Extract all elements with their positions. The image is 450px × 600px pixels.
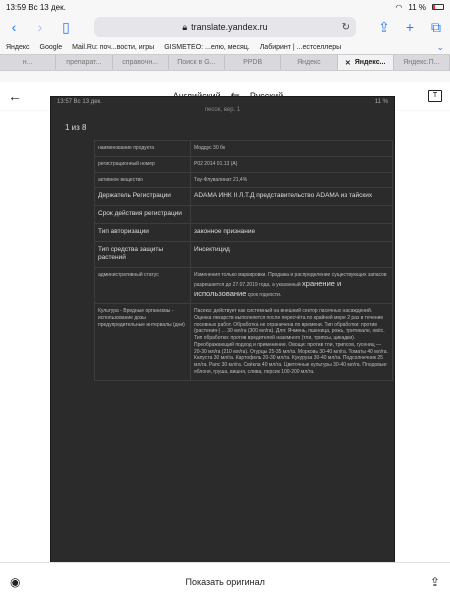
table-row: Тип средства защиты растений Инсектицид: [95, 241, 393, 268]
chevron-down-icon[interactable]: ⌄: [436, 41, 444, 52]
browser-tab[interactable]: препарат...: [56, 55, 112, 70]
translated-image-area: [0, 99, 450, 562]
address-bar[interactable]: [94, 17, 356, 37]
bookmarks-bar: [0, 40, 450, 54]
bookmark-item[interactable]: Google: [39, 43, 63, 51]
bookmark-item[interactable]: Mail.Ru: поч...вости, игры: [72, 43, 155, 51]
browser-tab[interactable]: PPDB: [225, 55, 281, 70]
product-table: [94, 140, 393, 381]
browser-tab[interactable]: Яндекс.П...: [394, 55, 450, 70]
share-icon[interactable]: ⇪: [378, 18, 390, 35]
battery-icon: [432, 4, 444, 10]
embedded-doc-title: песок, вер. 1: [204, 107, 241, 113]
table-row: Культура - Вредные организмы - использование дозы предупредительные интервалы (дни) Пасека: действует как системный на внешний сектор пасечных насаждений. Оценка лекарств выполняется после пересчёта по крайней мере 2 раз в течение посевных работ. Обработка не ограничена по времени. Тип обработки: против (растения-) ... 30 мл/га (300 мл/га). Для: Ячмень, пшеница, рожь, тритикале, овёс. Тип обработки: против вредителей наземного (тли, трипсы, цикадки). Преображающий подход и применение. Овощи: против тли, трипсов, гусениц — 20-30 мл/га (210 мл/га). Огурцы 25-35 мл/га. Морковь 30-40 мл/га. Томаты 40 мл/га. Капуста 30 мл/га. Картофель 20-30 мл/га. Кукуруза 30-40 мл/га. Подсолнечник 25 мл/га. Рапс 30 мл/га. Свёкла 40 мл/га. Цветочные культуры 30-40 мл/га. Плодовые: яблоня, груша, вишня, слива, персик 100-200 мл/га.: [95, 304, 393, 381]
table-row: административный статус Изменения только маркировки. Продажа и распределение существующих запасов разрешается до 27.07.2019 года, а указанный хранение и использование срок годности.: [95, 268, 393, 304]
tab-label: Яндекс...: [354, 59, 386, 66]
back-arrow-icon[interactable]: ←: [8, 88, 22, 104]
back-button[interactable]: ‹: [11, 19, 17, 35]
table-row: наименование продукта Моддус 30 бк: [95, 141, 393, 157]
table-row: Держатель Регистрации ADAMA ИНК II Л.Т.Д представительство ADAMA из тайских: [95, 188, 393, 206]
browser-tab[interactable]: справочн...: [113, 55, 169, 70]
new-tab-button[interactable]: +: [405, 19, 415, 35]
page-counter: 1 из 8: [65, 123, 87, 132]
share-icon[interactable]: ⇪: [429, 574, 440, 589]
browser-toolbar: [0, 14, 450, 40]
browser-tab[interactable]: н...: [0, 55, 56, 70]
table-row: регистрационный номер Р02 2014 01.13 (А): [95, 156, 393, 172]
status-time-date: 13:59 Вс 13 дек.: [6, 2, 66, 12]
embedded-status-bar: 13:57 Вс 13 дек. 11 %: [57, 99, 388, 105]
text-translate-icon[interactable]: T: [428, 90, 442, 102]
bookmarks-icon[interactable]: ▯: [62, 18, 70, 35]
table-row: активное вещество Тау-Флувалинат 21,4%: [95, 172, 393, 188]
table-row: Тип авторизации законное признание: [95, 223, 393, 241]
tab-strip: [0, 54, 450, 71]
bookmark-item[interactable]: Яндекс: [6, 43, 30, 51]
forward-button[interactable]: ›: [37, 19, 43, 35]
tabs-overview-icon[interactable]: ⧉: [431, 18, 441, 35]
wifi-icon: ◠: [395, 2, 403, 12]
camera-icon[interactable]: ◉: [10, 574, 21, 589]
browser-tab[interactable]: Поиск в G...: [169, 55, 225, 70]
bookmark-item[interactable]: Лабиринт | ...естселлеры: [259, 43, 342, 51]
bottom-toolbar: [0, 562, 450, 600]
browser-tab[interactable]: Яндекс: [281, 55, 337, 70]
document-screenshot: [50, 96, 395, 576]
lock-icon: 🔒︎: [182, 21, 188, 32]
close-icon[interactable]: ✕: [344, 59, 351, 67]
table-row: Срок действия регистрации: [95, 206, 393, 224]
battery-level: 11 %: [408, 2, 426, 12]
bookmark-item[interactable]: GISMETEO: ...елю, месяц.: [164, 43, 250, 51]
url-text: translate.yandex.ru: [191, 22, 268, 32]
status-bar: [0, 0, 450, 14]
reload-icon[interactable]: ↻: [341, 21, 350, 33]
browser-tab-active[interactable]: [338, 55, 394, 70]
show-original-button[interactable]: Показать оригинал: [185, 576, 265, 587]
